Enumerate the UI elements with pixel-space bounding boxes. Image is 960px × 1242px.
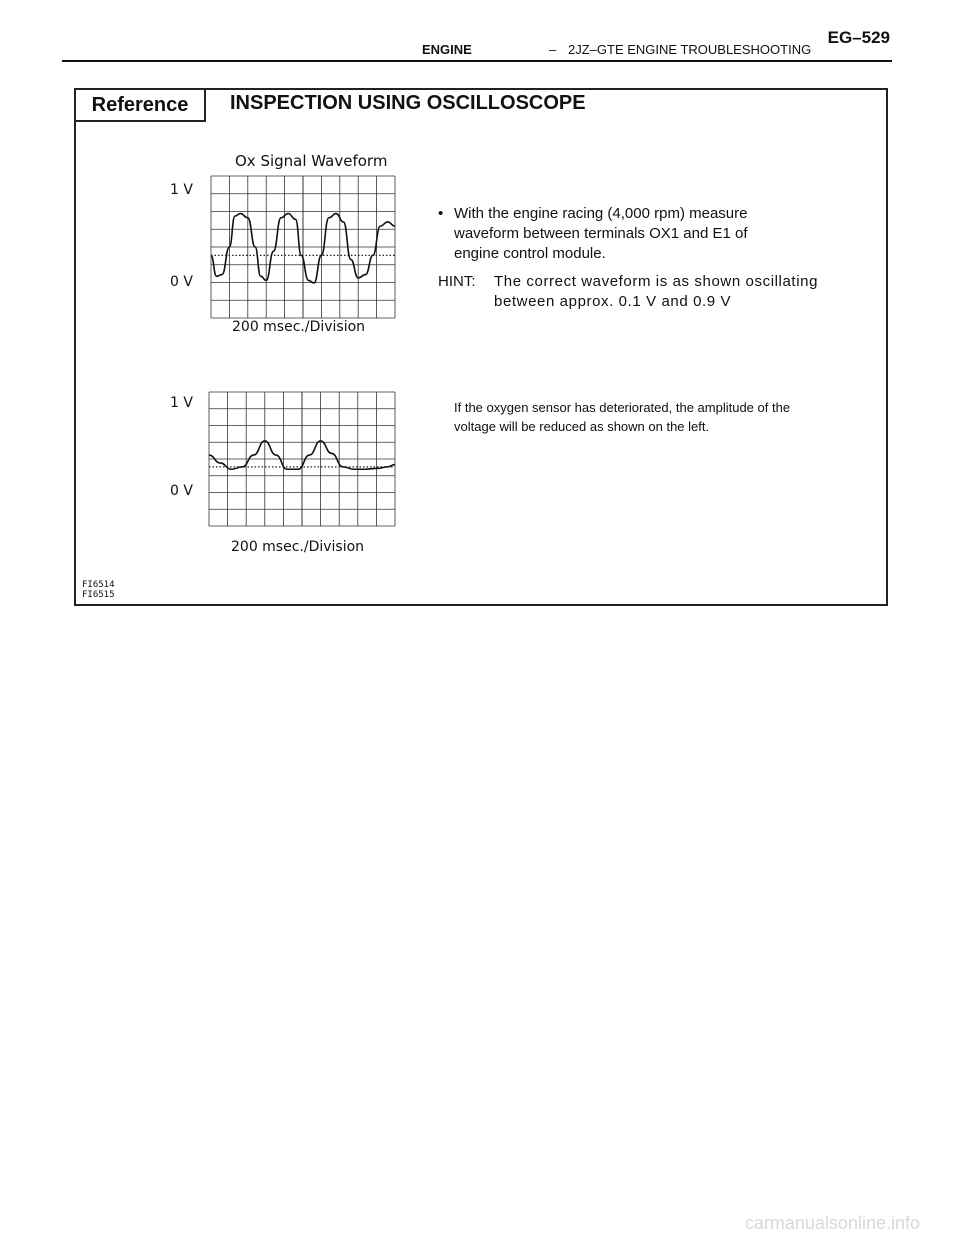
page-number: EG–529 — [827, 28, 890, 47]
bullet-line: With the engine racing (4,000 rpm) measure — [454, 205, 748, 222]
chart2-ylabel-bottom: 0 V — [170, 483, 193, 499]
section-name: ENGINE — [422, 42, 472, 57]
chart1-ylabel-top: 1 V — [170, 182, 193, 198]
figure-code: FI6515 — [82, 590, 115, 600]
oscilloscope-chart-normal — [207, 172, 399, 322]
bullet-line: engine control module. — [454, 245, 606, 262]
section-subtitle: 2JZ–GTE ENGINE TROUBLESHOOTING — [568, 42, 812, 57]
watermark: carmanualsonline.info — [744, 1213, 920, 1233]
hint — [438, 272, 878, 312]
bullet-item — [438, 204, 878, 224]
figure-title: Ox Signal Waveform — [235, 152, 388, 170]
oscilloscope-chart-deteriorated — [205, 388, 399, 530]
chart2-xlabel: 200 msec./Division — [231, 539, 365, 555]
page-header — [62, 22, 892, 62]
scope-grid — [209, 392, 395, 526]
hint-line: The correct waveform is as shown oscillating — [494, 273, 819, 290]
scope-grid — [211, 176, 395, 318]
figure-codes — [82, 580, 115, 600]
oscilloscope-figure — [76, 90, 456, 570]
panel-title: INSPECTION USING OSCILLOSCOPE — [230, 92, 586, 114]
note-line: If the oxygen sensor has deteriorated, the amplitude of the — [454, 400, 791, 415]
deterioration-note — [454, 398, 864, 436]
bullet-line: waveform between terminals OX1 and E1 of — [454, 225, 748, 242]
chart1-ylabel-bottom: 0 V — [170, 274, 193, 290]
hint-label: HINT: — [438, 273, 476, 290]
bullet-symbol: • — [438, 205, 444, 222]
note-line: voltage will be reduced as shown on the left. — [454, 419, 710, 434]
header-separator: – — [549, 42, 557, 57]
reference-tab: Reference — [76, 90, 206, 122]
hint-line: between approx. 0.1 V and 0.9 V — [494, 293, 732, 310]
chart1-xlabel: 200 msec./Division — [232, 319, 366, 335]
hint-text — [494, 272, 818, 312]
chart2-ylabel-top: 1 V — [170, 395, 193, 411]
instructions — [438, 204, 878, 312]
reference-panel — [74, 88, 888, 606]
figure-code: FI6514 — [82, 580, 115, 590]
